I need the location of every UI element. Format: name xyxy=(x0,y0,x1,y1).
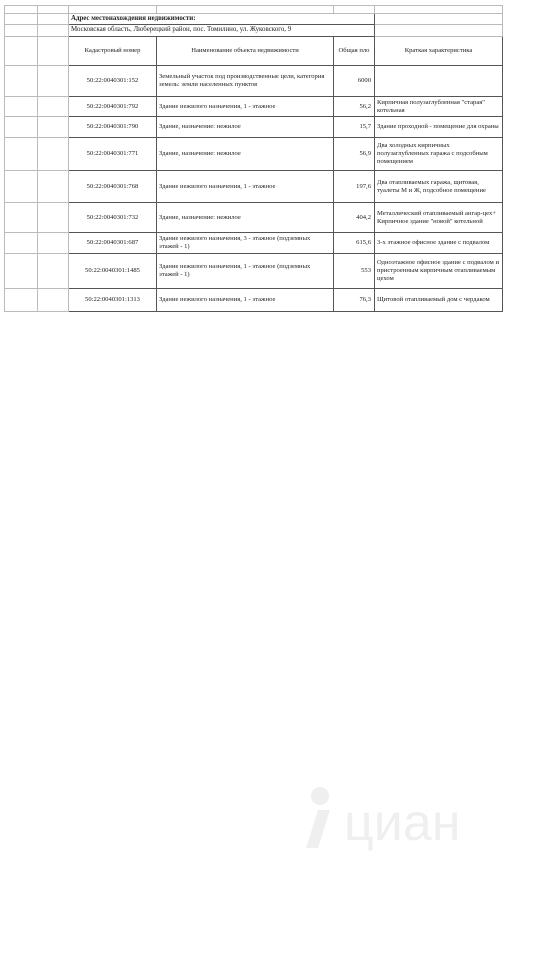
cell-object-name: Здание нежилого назначения, 1 - этажное (подземных этажей - 1) xyxy=(157,254,334,289)
cell-object-name: Здание нежилого назначения, 1 - этажное xyxy=(157,171,334,203)
cell-object-name: Здание нежилого назначения, 1 - этажное xyxy=(157,97,334,117)
cell-cadastral-number: 50:22:0040301:768 xyxy=(69,171,157,203)
cell-total-area: 56,2 xyxy=(334,97,375,117)
header-row xyxy=(5,37,503,66)
cell-object-name: Здание, назначение: нежилое xyxy=(157,138,334,171)
table-row xyxy=(5,66,503,97)
table-row xyxy=(5,97,503,117)
cell-total-area: 197,6 xyxy=(334,171,375,203)
cell-total-area: 6000 xyxy=(334,66,375,97)
cell-description: Два холодных кирпичных полузаглубленных гаража с подсобным помещением xyxy=(375,138,503,171)
cell-total-area: 76,3 xyxy=(334,289,375,312)
table-row xyxy=(5,171,503,203)
property-table xyxy=(4,5,503,312)
cell-cadastral-number: 50:22:0040301:1313 xyxy=(69,289,157,312)
cian-watermark-icon xyxy=(288,784,508,854)
table-row xyxy=(5,254,503,289)
column-header-name: Наименование объекта недвижимости xyxy=(157,37,334,66)
cell-total-area: 56,9 xyxy=(334,138,375,171)
cell-object-name: Здание нежилого назначения, 3 - этажное (подземных этажей - 1) xyxy=(157,233,334,254)
table-row xyxy=(5,289,503,312)
cell-total-area: 615,6 xyxy=(334,233,375,254)
cell-total-area: 15,7 xyxy=(334,117,375,138)
watermark-text: циан xyxy=(344,794,461,852)
table-row xyxy=(5,203,503,233)
cell-cadastral-number: 50:22:0040301:792 xyxy=(69,97,157,117)
address-text: Московская область, Люберецкий район, пос. Томилино, ул. Жуковского, 9 xyxy=(69,25,375,37)
table-row xyxy=(5,233,503,254)
column-header-area: Общая пло xyxy=(334,37,375,66)
table-row xyxy=(5,117,503,138)
cell-total-area: 553 xyxy=(334,254,375,289)
cell-description xyxy=(375,66,503,97)
cell-cadastral-number: 50:22:0040301:687 xyxy=(69,233,157,254)
cell-description: Щитовой отапливаемый дом с чердаком xyxy=(375,289,503,312)
cell-cadastral-number: 50:22:0040301:732 xyxy=(69,203,157,233)
cell-cadastral-number: 50:22:0040301:152 xyxy=(69,66,157,97)
cell-object-name: Здание, назначение: нежилое xyxy=(157,203,334,233)
table-row xyxy=(5,138,503,171)
cell-object-name: Здание нежилого назначения, 1 - этажное xyxy=(157,289,334,312)
cell-cadastral-number: 50:22:0040301:1485 xyxy=(69,254,157,289)
cell-cadastral-number: 50:22:0040301:771 xyxy=(69,138,157,171)
cell-description: Металлический отапливаемый ангар-цех+ Кирпичное здание "новой" котельной xyxy=(375,203,503,233)
column-header-description: Краткая характеристика xyxy=(375,37,503,66)
blank-row xyxy=(5,6,503,14)
cell-object-name: Здание, назначение: нежилое xyxy=(157,117,334,138)
cell-object-name: Земельный участок под производственные цели, категория земель: земли населенных пунктов xyxy=(157,66,334,97)
cell-total-area: 404,2 xyxy=(334,203,375,233)
cell-description: Здание проходной - помещение для охраны xyxy=(375,117,503,138)
column-header-cadastral: Кадастровый номер xyxy=(69,37,157,66)
cell-cadastral-number: 50:22:0040301:790 xyxy=(69,117,157,138)
cell-description: 3-х этажное офисное здание с подвалом xyxy=(375,233,503,254)
title-row xyxy=(5,14,503,25)
cell-description: Кирпичная полузаглубленная "старая" котельная xyxy=(375,97,503,117)
cell-description: Одноэтажное офисное здание с подвалом и пристроенным кирпичным отапливаемым цехом xyxy=(375,254,503,289)
cell-description: Два отапливаемых гаража, щитовая, туалеты М и Ж, подсобное помещение xyxy=(375,171,503,203)
address-title: Адрес местонахождения недвижимости: xyxy=(69,14,375,25)
address-row xyxy=(5,25,503,37)
